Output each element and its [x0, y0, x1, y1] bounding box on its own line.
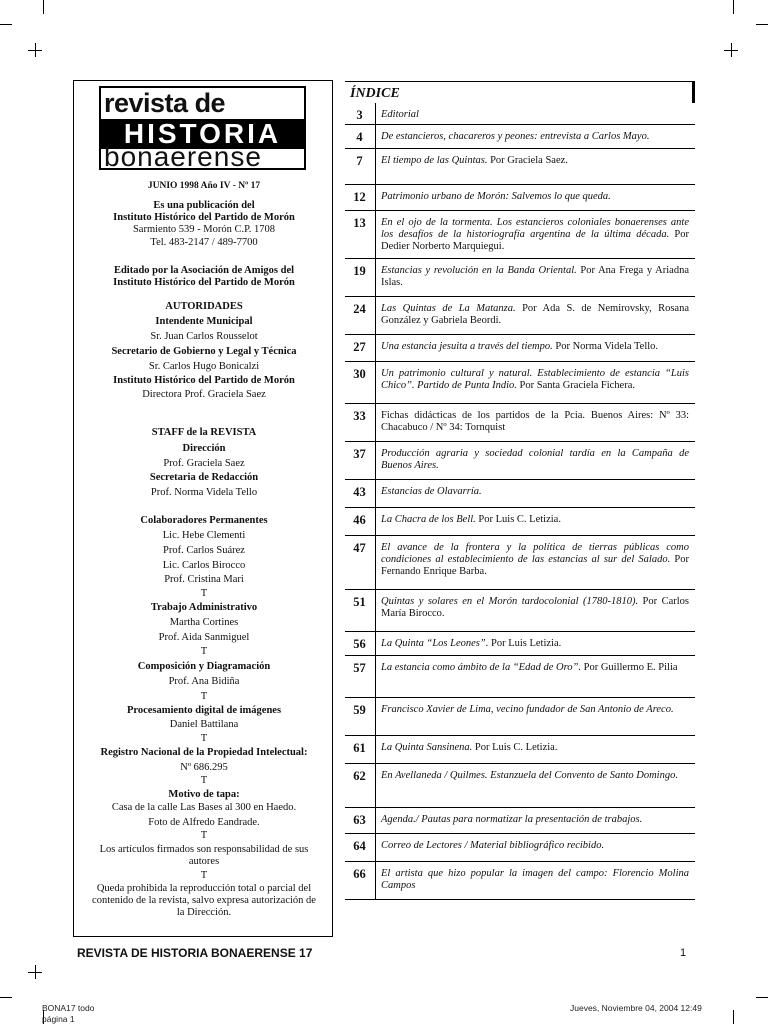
- index-entry-author: Por Ana Frega y Ariadna Islas.: [381, 265, 689, 288]
- index-page-number: 59: [353, 703, 366, 717]
- index-column-rule: [375, 656, 376, 697]
- index-entry-title: Agenda./ Pautas para normatizar la presentación de trabajos.: [381, 814, 643, 825]
- index-entry: [345, 656, 695, 698]
- institute-role: Instituto Histórico del Partido de Morón: [113, 375, 295, 386]
- index-page-number: 66: [353, 867, 366, 881]
- index-entry: [345, 508, 695, 536]
- index-column-rule: [375, 698, 376, 735]
- slug-file: BONA17 todo: [42, 1003, 95, 1013]
- index-entry-author: Por Guillermo E. Pilia: [583, 662, 678, 673]
- edited-by-line-2: Instituto Histórico del Partido de Morón: [113, 277, 295, 288]
- index-entry-title: De estancieros, chacareros y peones: entrevista a Carlos Mayo.: [381, 131, 650, 142]
- index-entry-title: Quintas y solares en el Morón tardocolonial (1780-1810).: [381, 596, 639, 607]
- cover-line-1: Casa de la calle Las Bases al 300 en Haedo.: [111, 802, 297, 813]
- index-entry: [345, 764, 695, 808]
- institute-phone: Tel. 483-2147 / 489-7700: [150, 237, 258, 248]
- institute-address: Sarmiento 539 - Morón C.P. 1708: [132, 224, 276, 235]
- index-entry: [345, 862, 695, 900]
- index-entry-text: [381, 840, 689, 852]
- index-entry: [345, 736, 695, 764]
- index-entry-title: Una estancia jesuita a través del tiempo.: [381, 341, 553, 352]
- index-entry-title: La estancia como ámbito de la “Edad de Oro”.: [381, 662, 581, 673]
- images-title: Procesamiento digital de imágenes: [126, 705, 282, 716]
- index-entry-text: [381, 704, 689, 716]
- index-entry-author: Por Norma Videla Tello.: [555, 341, 659, 352]
- publication-of: Es una publicación del: [153, 200, 255, 211]
- collaborator: Lic. Carlos Birocco: [162, 560, 246, 571]
- index-page-number: 4: [356, 130, 363, 144]
- slug-page: página 1: [42, 1014, 75, 1024]
- index-page-number: 33: [353, 409, 366, 423]
- index-column-rule: [375, 442, 376, 479]
- index-column-rule: [375, 211, 376, 258]
- collaborators-title: Colaboradores Permanentes: [140, 515, 268, 526]
- index-entry: [345, 185, 695, 211]
- index-column-rule: [375, 808, 376, 833]
- index-entry: [345, 362, 695, 404]
- index-entry-author: Por Luis C. Letizia.: [474, 742, 558, 753]
- crop-mark: [0, 24, 12, 25]
- index-page-number: 56: [353, 637, 366, 651]
- signed-notice-1: Los artículos firmados son responsabilidad de sus: [99, 844, 309, 855]
- index-entry: [345, 480, 695, 508]
- images-name: Daniel Battilana: [169, 719, 239, 730]
- index-column-rule: [375, 185, 376, 210]
- crop-mark: [756, 997, 768, 998]
- editorial-role: Secretaria de Redacción: [149, 472, 259, 483]
- index-page-number: 64: [353, 839, 366, 853]
- index-page-number: 12: [353, 190, 366, 204]
- index-entry-text: [381, 814, 689, 826]
- separator-mark: T: [200, 830, 208, 841]
- masthead-panel: [73, 80, 333, 937]
- index-page-number: 61: [353, 741, 366, 755]
- index-column-rule: [375, 335, 376, 361]
- index-entry-title: Editorial: [381, 109, 419, 120]
- registration-mark: [35, 43, 36, 57]
- index-column-rule: [375, 536, 376, 589]
- crop-mark: [43, 0, 44, 14]
- index-column-rule: [375, 590, 376, 631]
- index-column-rule: [375, 149, 376, 184]
- index-entry: [345, 442, 695, 480]
- index-entry-title: En Avellaneda / Quilmes. Estanzuela del Convento de Santo Domingo.: [381, 770, 678, 781]
- index-entry: [345, 808, 695, 834]
- separator-mark: T: [200, 870, 208, 881]
- index-page-number: 37: [353, 447, 366, 461]
- index-entry-title: Estancias y revolución en la Banda Oriental.: [381, 265, 577, 276]
- admin-member: Martha Cortines: [169, 617, 239, 628]
- collaborator: Lic. Hebe Clementi: [162, 530, 246, 541]
- index-column-rule: [375, 404, 376, 441]
- index-entry-title: Estancias de Olavarría.: [381, 486, 482, 497]
- prohibited-notice-1: Queda prohibida la reproducción total o parcial del: [96, 883, 312, 894]
- institute-name: Instituto Histórico del Partido de Morón: [113, 212, 295, 223]
- index-entry: [345, 125, 695, 149]
- index-column-rule: [375, 632, 376, 655]
- index-column-rule: [375, 508, 376, 535]
- admin-title: Trabajo Administrativo: [150, 602, 258, 613]
- index-entry-text: [381, 542, 689, 578]
- index-entry-author: Fichas didácticas de los partidos de la Pcia. Buenos Aires: Nº 33: Chacabuco / Nº 34: Tornquist: [381, 410, 689, 433]
- logo-line-3: bonaerense: [104, 141, 262, 172]
- crop-mark: [733, 0, 734, 14]
- direction-role: Dirección: [182, 443, 226, 454]
- index-entry-text: [381, 131, 689, 143]
- crop-mark: [756, 24, 768, 25]
- index-entry-title: Las Quintas de La Matanza.: [381, 303, 516, 314]
- editorial-name: Prof. Norma Videla Tello: [150, 487, 258, 498]
- index-page-number: 47: [353, 541, 366, 555]
- admin-member: Prof. Aida Sanmiguel: [158, 632, 250, 643]
- index-page-number: 43: [353, 485, 366, 499]
- direction-name: Prof. Graciela Saez: [163, 458, 245, 469]
- index-entry-text: [381, 638, 689, 650]
- index-entry-title: Patrimonio urbano de Morón: Salvemos lo que queda.: [381, 191, 611, 202]
- index-entry: [345, 103, 695, 125]
- index-entry-author: Por Luis Letizia.: [490, 638, 562, 649]
- separator-mark: T: [200, 588, 208, 599]
- secretary-name: Sr. Carlos Hugo Bonicalzi: [148, 361, 260, 372]
- registration-mark: [35, 965, 36, 979]
- magazine-logo: [99, 86, 306, 170]
- index-entry-title: En el ojo de la tormenta. Los estancieros coloniales bonaerenses ante los desafíos de la historiografía argentina de la última década.: [381, 217, 689, 240]
- index-entry-text: [381, 265, 689, 289]
- index-entry: [345, 297, 695, 335]
- crop-mark: [0, 997, 12, 998]
- index-entry-title: Francisco Xavier de Lima, vecino fundador de San Antonio de Areco.: [381, 704, 674, 715]
- index-entry: [345, 404, 695, 442]
- index-column-rule: [375, 480, 376, 507]
- index-page-number: 27: [353, 340, 366, 354]
- index-entry-author: Por Ada S. de Nemirovsky, Rosana González y Gabriela Beordi.: [381, 303, 690, 326]
- index-entry-title: La Quinta Sansinena.: [381, 742, 473, 753]
- index-column-rule: [375, 103, 376, 124]
- index-column-rule: [375, 297, 376, 334]
- index-entry-text: [381, 155, 689, 167]
- index-entry-title: Correo de Lectores / Material bibliográfico recibido.: [381, 840, 605, 851]
- index-page-number: 7: [356, 154, 363, 168]
- index-entry-text: [381, 742, 689, 754]
- index-entry: [345, 335, 695, 362]
- index-page-number: 51: [353, 595, 366, 609]
- index-entry: [345, 632, 695, 656]
- cover-line-2: Foto de Alfredo Eandrade.: [148, 817, 260, 828]
- separator-mark: T: [200, 733, 208, 744]
- index-entry-text: [381, 410, 689, 434]
- authorities-title: AUTORIDADES: [165, 301, 243, 312]
- index-entry: [345, 259, 695, 297]
- index-entry-text: [381, 368, 689, 392]
- index-entry-author: Por Santa Graciela Fichera.: [519, 380, 636, 391]
- index-entry-text: [381, 486, 689, 498]
- index-entry-text: [381, 868, 689, 892]
- index-entry-text: [381, 596, 689, 620]
- index-entry-text: [381, 191, 689, 203]
- layout-name: Prof. Ana Bidiña: [168, 676, 240, 687]
- index-column-rule: [375, 259, 376, 296]
- index-entry: [345, 536, 695, 590]
- page-number: 1: [680, 947, 687, 959]
- index-page-number: 30: [353, 367, 366, 381]
- index-entry-title: El avance de la frontera y la política de tierras públicas como condiciones al establecimiento de las estancias al sur del Salado.: [381, 542, 689, 565]
- index-entry-author: Por Dedier Norberto Marquiegui.: [381, 229, 689, 252]
- signed-notice-2: autores: [188, 856, 220, 867]
- logo-line-1: revista de: [104, 88, 226, 118]
- index-entry: [345, 590, 695, 632]
- index-entry-text: [381, 514, 689, 526]
- index-entry-text: [381, 109, 689, 121]
- footer-title: REVISTA DE HISTORIA BONAERENSE 17: [77, 946, 313, 960]
- index-entry: [345, 211, 695, 259]
- crop-mark: [733, 1010, 734, 1024]
- index-page-number: 24: [353, 302, 366, 316]
- index-entry-author: Por Graciela Saez.: [490, 155, 568, 166]
- registration-mark: [731, 43, 732, 57]
- index-entry-author: Por Carlos María Birocco.: [381, 596, 690, 619]
- index-page-number: 46: [353, 513, 366, 527]
- index-entry-text: [381, 448, 689, 472]
- registry-number: Nº 686.295: [180, 762, 228, 773]
- index-column-rule: [375, 125, 376, 148]
- index-column-rule: [375, 834, 376, 861]
- index-entry-title: El artista que hizo popular la imagen del campo: Florencio Molina Campos: [381, 868, 689, 891]
- director-name: Directora Prof. Graciela Saez: [142, 389, 266, 400]
- logo-line-2: HISTORIA: [99, 119, 306, 149]
- collaborator: Prof. Carlos Suárez: [163, 545, 245, 556]
- index-entry: [345, 149, 695, 185]
- index-page-number: 19: [353, 264, 366, 278]
- cover-title: Motivo de tapa:: [168, 789, 240, 800]
- index-column-rule: [375, 736, 376, 763]
- index-page-number: 63: [353, 813, 366, 827]
- index-title: ÍNDICE: [350, 86, 400, 101]
- index-column-rule: [375, 764, 376, 807]
- separator-mark: T: [200, 775, 208, 786]
- index-entry-text: [381, 341, 689, 353]
- secretary-role: Secretario de Gobierno y Legal y Técnica: [111, 346, 297, 357]
- registry-title: Registro Nacional de la Propiedad Intelectual:: [100, 747, 308, 758]
- index-entry-author: Por Luis C. Letizia.: [478, 514, 561, 525]
- index-entry-title: La Quinta “Los Leones”.: [381, 638, 489, 649]
- index-page-number: 62: [353, 769, 366, 783]
- index-entry-title: El tiempo de las Quintas.: [381, 155, 488, 166]
- index-entry-text: [381, 303, 689, 327]
- collaborator: Prof. Cristina Mari: [164, 574, 244, 585]
- slug-date: Jueves, Noviembre 04, 2004 12:49: [570, 1003, 702, 1013]
- separator-mark: T: [200, 646, 208, 657]
- index-page-number: 13: [353, 216, 366, 230]
- layout-title: Composición y Diagramación: [137, 661, 271, 672]
- index-entry-title: Producción agraria y sociedad colonial tardía en la Campaña de Buenos Aires.: [381, 448, 689, 471]
- staff-title: STAFF de la REVISTA: [151, 427, 257, 438]
- index-page-number: 3: [356, 108, 363, 122]
- index-page-number: 57: [353, 661, 366, 675]
- index-entry-text: [381, 770, 689, 782]
- prohibited-notice-3: la Dirección.: [176, 907, 232, 918]
- separator-mark: T: [200, 691, 208, 702]
- index-entry-text: [381, 662, 689, 674]
- index-entry-title: Un patrimonio cultural y natural. Establecimiento de estancia “Luis Chico”. Partido de Punta Indio.: [381, 368, 689, 391]
- index-column-rule: [375, 862, 376, 899]
- mayor-role: Intendente Municipal: [155, 316, 253, 327]
- index-entry-author: Por Fernando Enrique Barba.: [381, 554, 690, 577]
- index-entry-text: [381, 217, 689, 253]
- index-entry: [345, 834, 695, 862]
- edited-by-line-1: Editado por la Asociación de Amigos del: [113, 265, 295, 276]
- index-column-rule: [375, 362, 376, 403]
- prohibited-notice-2: contenido de la revista, salvo expresa autorización de: [92, 895, 316, 906]
- index-entry: [345, 698, 695, 736]
- mayor-name: Sr. Juan Carlos Rousselot: [150, 331, 258, 342]
- issue-date: JUNIO 1998 Año IV - Nº 17: [147, 181, 261, 191]
- index-entry-title: La Chacra de los Bell.: [381, 514, 476, 525]
- print-slug: [42, 1003, 94, 1025]
